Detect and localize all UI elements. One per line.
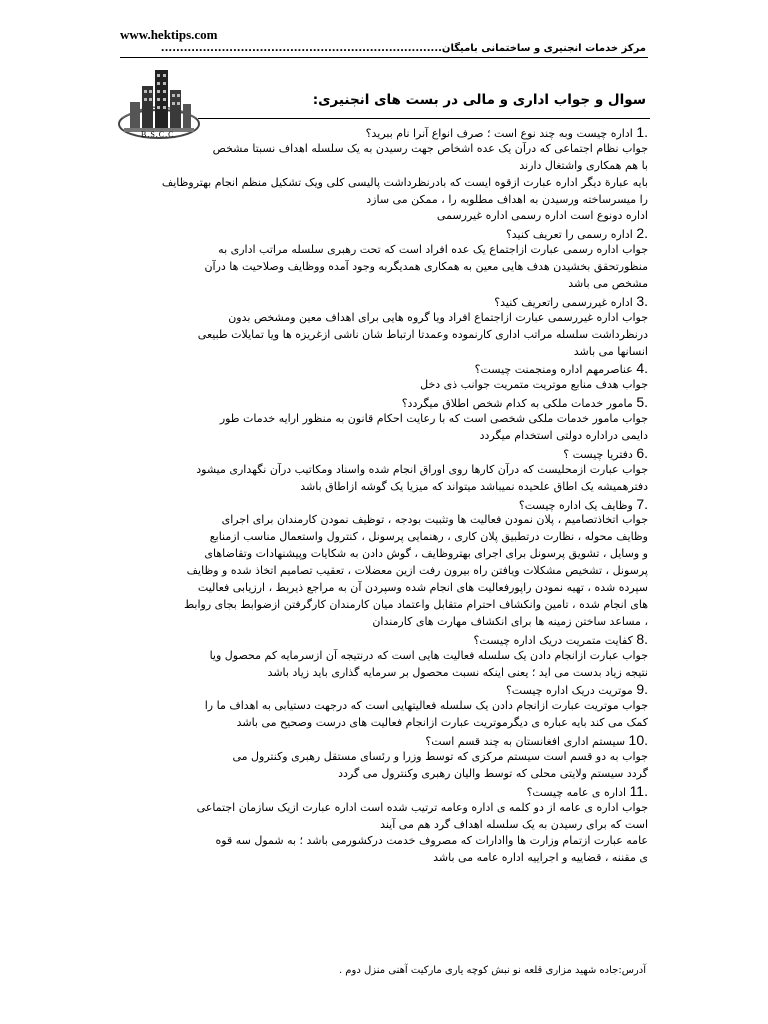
line-text: سپرده شده ، تهیه نمودن راپورفعالیت های انجام شده وسپردن آن به مراجع ذیربط ، ارزیابی فعالیت xyxy=(197,581,648,595)
center-name: مرکز خدمات انجنیری و ساختمانی بامیگان.......................................................................... xyxy=(160,43,646,54)
line-text: است که برای رسیدن به یک سلسله اهداف گرد هم می آیند xyxy=(380,817,648,831)
line-text: جواب به دو قسم است سیستم مرکزی که توسط وزرا و رئسای مستقل رهبری وکنترول می xyxy=(232,749,648,763)
question-number: 3. xyxy=(636,292,648,309)
text-line xyxy=(120,512,648,529)
line-text: جواب اداره ی عامه از دو کلمه ی اداره وعامه ترتیب شده است اداره عبارت ازیک سازمان اجتماعی xyxy=(196,800,648,814)
text-line xyxy=(120,259,648,276)
text-line xyxy=(120,242,648,259)
question-number: 9. xyxy=(636,681,648,698)
question-line xyxy=(120,445,648,462)
line-text: نتیجه زیاد بدست می اید ؛ یعنی اینکه نسبت محصول بر سرمایه گذاری باید زیاد باشد xyxy=(267,665,648,679)
text-line xyxy=(120,665,648,682)
qa-content xyxy=(120,124,648,867)
text-line xyxy=(120,817,648,834)
footer-address: آدرس:جاده شهید مزاری قلعه نو نبش کوچه یاری مارکیت آهنی منزل دوم . xyxy=(338,965,646,976)
line-text: اداره غیررسمی راتعریف کنید؟ xyxy=(494,295,633,309)
line-text: بایه عبارة دیگر اداره عبارت ازقوه ایست که بادرنظرداشت پالیسی کلی ویک تشکیل منظم انجام بهتروظایف xyxy=(161,175,648,189)
question-number: 7. xyxy=(636,495,648,512)
text-line xyxy=(120,597,648,614)
text-line xyxy=(120,175,648,192)
question-line xyxy=(120,631,648,648)
question-number: 11. xyxy=(629,782,648,799)
line-text: موتریت دریک اداره چیست؟ xyxy=(505,684,633,698)
line-text: جواب هدف منابع موتریت متمریت جوانب ذی دخل xyxy=(420,378,648,392)
question-line xyxy=(120,360,648,377)
title-divider xyxy=(198,118,650,119)
line-text: کفایت متمریت دریک اداره چیست؟ xyxy=(473,633,633,647)
line-text: کمک می کند بایه عباره ی دیگرموتریت عبارت ازانجام فعالیت های درست وصحیح می باشد xyxy=(236,716,648,730)
text-line xyxy=(120,800,648,817)
line-text: جواب اتخاذتصامیم ، پلان نمودن فعالیت ها وتثبیت بودجه ، توظیف نمودن کارمندان برای اجرای xyxy=(221,513,648,527)
text-line xyxy=(120,327,648,344)
text-line xyxy=(120,310,648,327)
question-number: 1. xyxy=(636,124,648,140)
text-line xyxy=(120,563,648,580)
text-line xyxy=(120,546,648,563)
line-text: ی مقننه ، قضاییه و اجراییه اداره عامه می باشد xyxy=(433,851,648,865)
line-text: اداره ی عامه چیست؟ xyxy=(526,785,627,799)
question-number: 6. xyxy=(636,444,648,461)
text-line xyxy=(120,192,648,209)
line-text: پرسونل ، تشخیص مشکلات ویافتن راه بیرون رفت ازین معضلات ، تعقیب تصامیم اتخاذ شده و وظایف xyxy=(186,564,648,578)
line-text: عامه عبارت ازتمام وزارت ها واادارات که مصروف خدمت درکشورمی باشد ؛ به شمول سه قوه xyxy=(215,834,648,848)
text-line xyxy=(120,749,648,766)
text-line xyxy=(120,648,648,665)
text-line xyxy=(120,580,648,597)
question-line xyxy=(120,293,648,310)
text-line xyxy=(120,614,648,631)
text-line xyxy=(120,715,648,732)
question-line xyxy=(120,394,648,411)
question-line xyxy=(120,783,648,800)
line-text: جواب عبارت ازانجام دادن یک سلسله فعالیت هایی است که درنتیجه آن ازسرمایه کم محصول ویا xyxy=(209,648,648,662)
text-line xyxy=(120,766,648,783)
line-text: مشخص می باشد xyxy=(568,277,648,291)
text-line xyxy=(120,462,648,479)
question-line xyxy=(120,496,648,513)
line-text: مامور خدمات ملکی به کدام شخص اطلاق میگردد؟ xyxy=(401,397,633,411)
line-text: با هم همکاری واشتغال دارند xyxy=(519,158,648,172)
question-line xyxy=(120,732,648,749)
question-number: 10. xyxy=(628,732,648,749)
line-text: را میسرساخته ورسیدن به اهداف مطلوبه را ، ممکن می سازد xyxy=(366,192,648,206)
header-divider xyxy=(120,57,648,58)
text-line xyxy=(120,411,648,428)
line-text: اداره چیست وبه چند نوع است ؛ صرف انواع آنرا نام ببرید؟ xyxy=(365,127,633,140)
line-text: های انجام شده ، تامین وانکشاف احترام متقابل واعتماد میان کارمندان کارگرفتن ازضوابط بجای روابط xyxy=(183,597,648,611)
line-text: و وسایل ، تشویق پرسونل برای اجرای بهتروظایف ، گوش دادن به شکایات وپیشنهادات وتقاضاهای xyxy=(204,547,648,561)
line-text: جواب عبارت ازمحلیست که درآن کارها روی اوراق انجام شده واسناد ومکاتیب درآن نگهداری میشود xyxy=(196,462,648,476)
question-number: 8. xyxy=(636,630,648,647)
line-text: اداره دونوع است اداره رسمی اداره غیررسمی xyxy=(436,209,648,223)
line-text: جواب موتریت عبارت ازانجام دادن یک سلسله فعالیتهایی است که درجهت دستیابی به اهداف ما را xyxy=(204,699,648,713)
line-text: گردد سیستم ولایتی محلی که توسط والیان رهبری وکنترول می گردد xyxy=(338,766,648,780)
text-line xyxy=(120,377,648,394)
line-text: دفترهمیشه یک اطاق علحیده نمیباشد میتواند که میزیا یک گوشه ازاطاق باشد xyxy=(300,479,648,493)
logo-caption: B.S.C.C xyxy=(141,130,175,139)
text-line xyxy=(120,833,648,850)
question-line xyxy=(120,681,648,698)
line-text: جواب مامور خدمات ملکی شخصی است که با رعایت احکام قانون به منظور ارایه خدمات طور xyxy=(219,412,648,426)
text-line xyxy=(120,276,648,293)
text-line xyxy=(120,428,648,445)
question-number: 4. xyxy=(636,360,648,377)
text-line xyxy=(120,208,648,225)
line-text: عناصرمهم اداره ومنجمنت چیست؟ xyxy=(474,363,633,377)
line-text: دفتریا چیست ؟ xyxy=(563,447,633,461)
line-text: دایمی دراداره دولتی استخدام میگردد xyxy=(479,429,648,443)
line-text: جواب اداره غیررسمی عبارت ازاجتماع افراد ویا گروه هایی برای اهداف معین ومشخص بدون xyxy=(228,310,648,324)
question-line xyxy=(120,225,648,242)
text-line xyxy=(120,529,648,546)
line-text: جواب نظام اجتماعی که درآن یک عده اشخاص جهت رسیدن به یک سلسله اهداف نسبتا مشخص xyxy=(212,141,648,155)
text-line xyxy=(120,344,648,361)
line-text: انسانها می باشد xyxy=(573,344,648,358)
line-text: سیستم اداری افغانستان به چند قسم است؟ xyxy=(425,735,626,749)
page-title: سوال و جواب اداری و مالی در بست های انجنیری: xyxy=(312,92,646,108)
text-line xyxy=(120,479,648,496)
text-line xyxy=(120,141,648,158)
line-text: منظورتحقق بخشیدن هدف هایی معین به همکاری همدیگربه وجود آمده ووظایف وصلاحیت ها درآن xyxy=(204,260,648,274)
line-text: درنظرداشت سلسله مراتب اداری کارنموده وعمدتا ارتباط شان ناشی ازغریزه ها ویا تمایلات طبیعی xyxy=(197,327,648,341)
text-line xyxy=(120,850,648,867)
text-line xyxy=(120,158,648,175)
line-text: جواب اداره رسمی عبارت ازاجتماع یک عده افراد است که تحت رهبری سلسله مراتب اداری به xyxy=(218,243,648,257)
question-line xyxy=(120,124,648,141)
line-text: اداره رسمی را تعریف کنید؟ xyxy=(505,228,633,242)
line-text: ، مساعد ساختن زمینه ها برای انکشاف مهارت های کارمندان xyxy=(372,614,648,628)
text-line xyxy=(120,698,648,715)
line-text: وظایف یک اداره چیست؟ xyxy=(518,498,633,512)
line-text: وظایف محوله ، نظارت درتطبیق پلان کاری ، رهنمایی پرسونل ، کنترول واستعمال مناسب ازمنابع xyxy=(209,530,648,544)
question-number: 5. xyxy=(636,394,648,411)
question-number: 2. xyxy=(636,225,648,242)
website-url: www.hektips.com xyxy=(120,27,218,42)
